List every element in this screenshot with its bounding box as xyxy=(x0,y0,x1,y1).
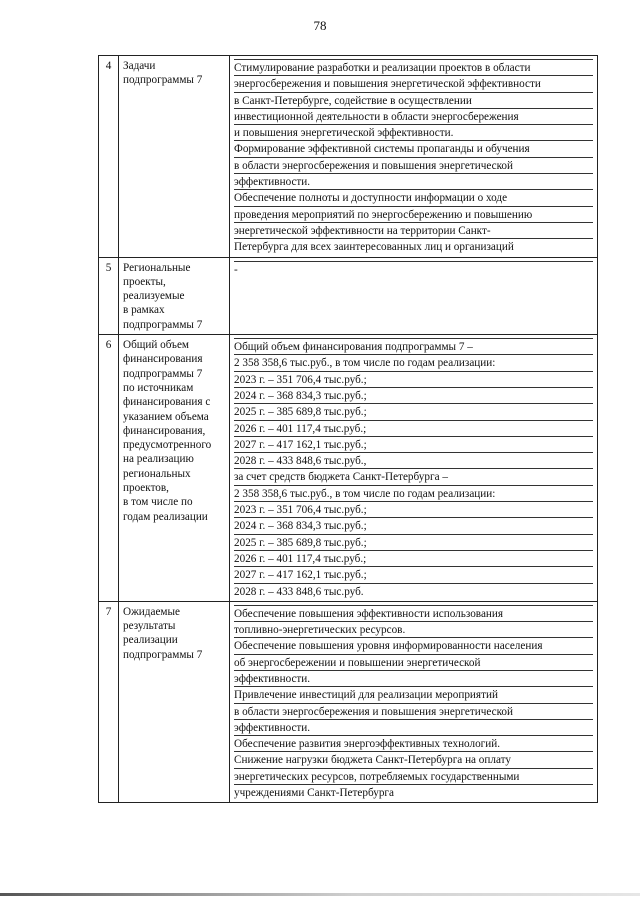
row-content-line: 2024 г. – 368 834,3 тыс.руб.; xyxy=(234,518,593,534)
row-label-line: подпрограммы 7 xyxy=(123,367,203,380)
row-content xyxy=(230,335,598,602)
row-content-line: эффективности. xyxy=(234,720,593,736)
row-label xyxy=(119,601,230,803)
row-label-line: проектов, xyxy=(123,482,169,495)
row-label-line: финансирования с xyxy=(123,396,211,409)
row-content-line: в области энергосбережения и повышения энергетической xyxy=(234,704,593,720)
row-label-line: Ожидаемые xyxy=(123,605,180,618)
row-label-line: Задачи xyxy=(123,60,156,72)
row-label xyxy=(119,257,230,334)
row-content-line: Обеспечение развития энергоэффективных технологий. xyxy=(234,736,593,752)
row-content-line: в области энергосбережения и повышения энергетической xyxy=(234,158,593,174)
row-content-line: об энергосбережении и повышении энергетической xyxy=(234,655,593,671)
row-content-line: эффективности. xyxy=(234,671,593,687)
row-content-lines xyxy=(234,605,593,801)
row-content-line: 2026 г. – 401 117,4 тыс.руб.; xyxy=(234,421,593,437)
row-content-lines xyxy=(234,338,593,599)
row-label-line: годам реализации xyxy=(123,510,208,523)
row-content-line: Привлечение инвестиций для реализации мероприятий xyxy=(234,687,593,703)
row-label-line: реализуемые xyxy=(123,290,185,303)
row-label-line: в том числе по xyxy=(123,496,193,509)
row-content-line: за счет средств бюджета Санкт-Петербурга – xyxy=(234,469,593,485)
table-row xyxy=(99,601,598,803)
row-content-line: - xyxy=(234,263,238,276)
row-label xyxy=(119,56,230,258)
row-label-line: Региональные xyxy=(123,261,191,274)
table-row xyxy=(99,56,598,258)
row-content-line: топливно-энергетических ресурсов. xyxy=(234,622,593,638)
row-label-line: предусмотренного xyxy=(123,439,212,452)
row-content-line: 2028 г. – 433 848,6 тыс.руб., xyxy=(234,453,593,469)
row-content-line: учреждениями Санкт-Петербурга xyxy=(234,787,394,800)
row-content xyxy=(230,257,598,334)
row-content-line: 2028 г. – 433 848,6 тыс.руб. xyxy=(234,585,364,598)
scan-bottom-edge xyxy=(0,893,640,896)
row-label-line: указанием объема xyxy=(123,410,209,423)
row-content-line: Обеспечение полноты и доступности информации о ходе xyxy=(234,190,593,206)
row-content-line: 2023 г. – 351 706,4 тыс.руб.; xyxy=(234,372,593,388)
row-label-line: подпрограммы 7 xyxy=(123,74,203,87)
row-content-line: 2025 г. – 385 689,8 тыс.руб.; xyxy=(234,404,593,420)
row-content-line: 2027 г. – 417 162,1 тыс.руб.; xyxy=(234,567,593,583)
subprogram-passport-table xyxy=(98,55,598,803)
row-content xyxy=(230,601,598,803)
row-content-line: Снижение нагрузки бюджета Санкт-Петербурга на оплату xyxy=(234,752,593,768)
row-content-line: Формирование эффективной системы пропаганды и обучения xyxy=(234,141,593,157)
row-content-line: проведения мероприятий по энергосбережению и повышению xyxy=(234,207,593,223)
row-content-line: в Санкт-Петербурге, содействие в осуществлении xyxy=(234,93,593,109)
row-content-line: 2025 г. – 385 689,8 тыс.руб.; xyxy=(234,535,593,551)
row-content-line: 2023 г. – 351 706,4 тыс.руб.; xyxy=(234,502,593,518)
row-label-line: на реализацию xyxy=(123,453,194,466)
row-label-line: финансирования, xyxy=(123,424,206,437)
row-content-line: инвестиционной деятельности в области энергосбережения xyxy=(234,109,593,125)
row-content-line: энергетической эффективности на территории Санкт- xyxy=(234,223,593,239)
row-content-line: 2 358 358,6 тыс.руб., в том числе по годам реализации: xyxy=(234,486,593,502)
row-content-line: энергосбережения и повышения энергетической эффективности xyxy=(234,76,593,92)
row-number: 6 xyxy=(99,335,119,602)
row-content-line: эффективности. xyxy=(234,174,593,190)
row-content-line: Стимулирование разработки и реализации проектов в области xyxy=(234,60,593,76)
row-content-line: Обеспечение повышения эффективности использования xyxy=(234,606,593,622)
row-label-line: Общий объем xyxy=(123,339,189,352)
row-content-line: энергетических ресурсов, потребляемых государственными xyxy=(234,769,593,785)
row-content-line: 2 358 358,6 тыс.руб., в том числе по годам реализации: xyxy=(234,355,593,371)
row-label-line: результаты xyxy=(123,620,176,633)
row-number: 5 xyxy=(99,257,119,334)
row-label-line: подпрограммы 7 xyxy=(123,318,203,331)
row-content-lines xyxy=(234,261,593,277)
row-content-line: Общий объем финансирования подпрограммы 7 – xyxy=(234,339,593,355)
page-number: 78 xyxy=(313,18,327,33)
row-number: 4 xyxy=(99,56,119,258)
row-content-line: Обеспечение повышения уровня информированности населения xyxy=(234,638,593,654)
row-content-line: 2024 г. – 368 834,3 тыс.руб.; xyxy=(234,388,593,404)
row-content xyxy=(230,56,598,258)
row-number: 7 xyxy=(99,601,119,803)
row-label-line: проекты, xyxy=(123,275,166,288)
row-content-lines xyxy=(234,59,593,255)
row-label-line: подпрограммы 7 xyxy=(123,648,203,661)
row-content-line: Петербурга для всех заинтересованных лиц и организаций xyxy=(234,241,514,254)
row-label-line: региональных xyxy=(123,467,191,480)
row-content-line: 2026 г. – 401 117,4 тыс.руб.; xyxy=(234,551,593,567)
row-label xyxy=(119,335,230,602)
row-label-line: по источникам xyxy=(123,381,194,394)
row-content-line: 2027 г. – 417 162,1 тыс.руб.; xyxy=(234,437,593,453)
row-label-line: в рамках xyxy=(123,304,165,317)
row-label-line: финансирования xyxy=(123,353,203,366)
table-row xyxy=(99,257,598,334)
table-row xyxy=(99,335,598,602)
row-content-line: и повышения энергетической эффективности. xyxy=(234,125,593,141)
row-label-line: реализации xyxy=(123,634,178,647)
